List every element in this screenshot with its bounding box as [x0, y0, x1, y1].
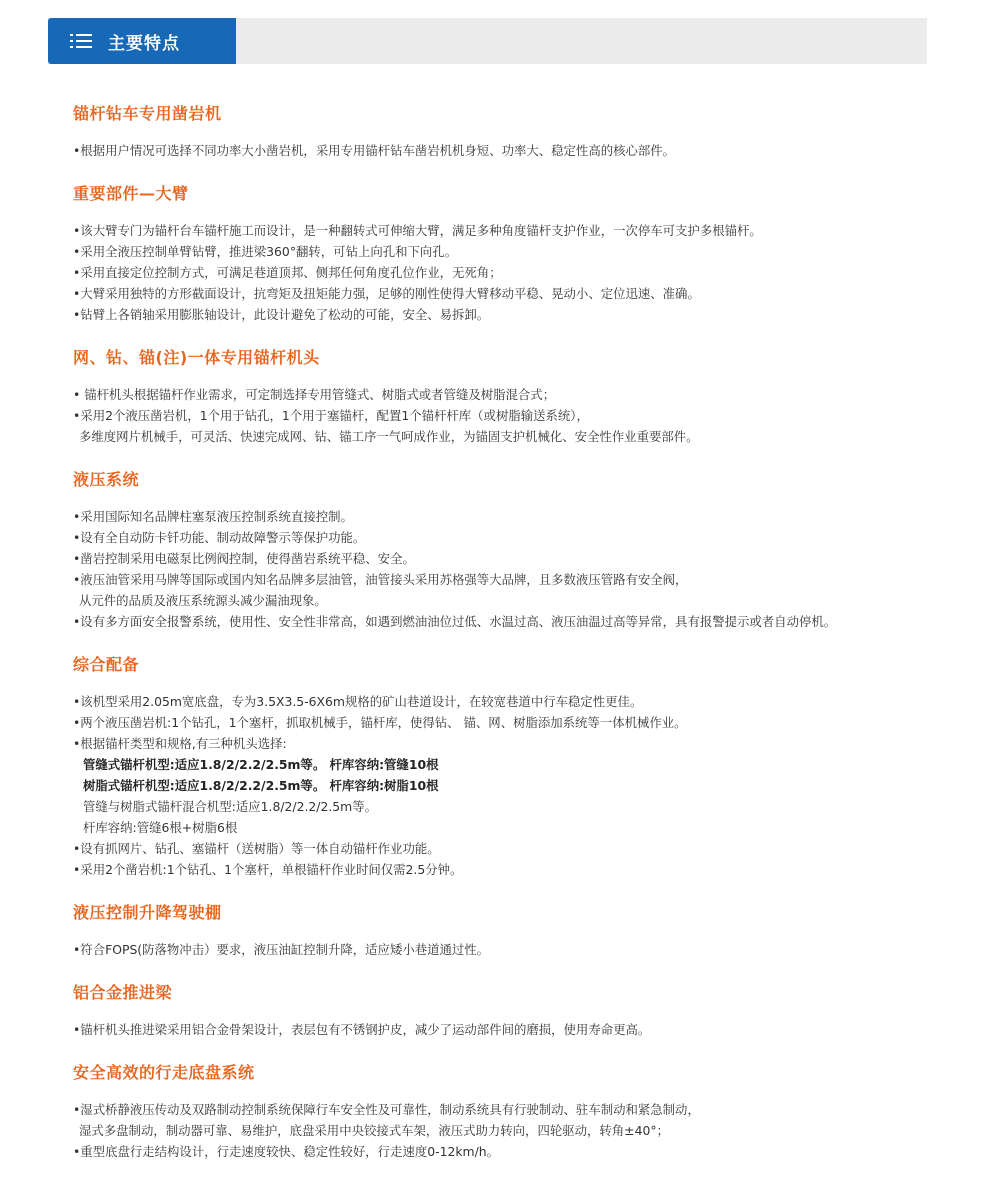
feature-line: •钻臂上各销轴采用膨胀轴设计，此设计避免了松动的可能，安全、易拆卸。	[73, 307, 490, 322]
feature-line: •采用2个液压凿岩机，1个用于钻孔，1个用于塞锚杆，配置1个锚杆杆库（或树脂输送系统），	[73, 408, 589, 423]
feature-line: •锚杆机头推进梁采用铝合金骨架设计，表层包有不锈钢护皮，减少了运动部件间的磨损，使用寿命更高。	[73, 1022, 651, 1037]
feature-line: 湿式多盘制动，制动器可靠、易维护，底盘采用中央铰接式车架，液压式助力转向，四轮驱动，转角±40°；	[79, 1123, 669, 1138]
feature-line: 多维度网片机械手，可灵活、快速完成网、钻、锚工序一气呵成作业，为锚固支护机械化、安全性作业重要部件。	[79, 429, 699, 444]
feature-line: •凿岩控制采用电磁泵比例阀控制，使得凿岩系统平稳、安全。	[73, 551, 415, 566]
section-title: 铝合金推进梁	[73, 983, 173, 1002]
feature-line: •该大臂专门为锚杆台车锚杆施工而设计，是一种翻转式可伸缩大臂，满足多种角度锚杆支护作业，一次停车可支护多根锚杆。	[73, 223, 762, 238]
feature-line: •采用国际知名品牌柱塞泵液压控制系统直接控制。	[73, 509, 353, 524]
features-content	[73, 100, 933, 1181]
feature-line: 树脂式锚杆机型:适应1.8/2/2.2/2.5m等。 杆库容纳:树脂10根	[83, 778, 439, 793]
feature-line: 管缝式锚杆机型:适应1.8/2/2.2/2.5m等。 杆库容纳:管缝10根	[83, 757, 439, 772]
list-menu-icon	[70, 33, 92, 49]
feature-section	[73, 466, 933, 632]
section-title: 综合配备	[73, 655, 140, 674]
feature-line: 管缝与树脂式锚杆混合机型:适应1.8/2/2.2/2.5m等。	[83, 799, 378, 814]
feature-line: •大臂采用独特的方形截面设计，抗弯矩及扭矩能力强，足够的刚性使得大臂移动平稳、晃动小、定位迅速、准确。	[73, 286, 700, 301]
feature-line: •采用全液压控制单臂钻臂，推进梁360°翻转，可钻上向孔和下向孔。	[73, 244, 458, 259]
feature-line: •重型底盘行走结构设计，行走速度较快、稳定性较好，行走速度0-12km/h。	[73, 1144, 500, 1159]
feature-section	[73, 344, 933, 447]
feature-section	[73, 979, 933, 1040]
section-title: 重要部件—大臂	[73, 184, 189, 203]
feature-line: 从元件的品质及液压系统源头减少漏油现象。	[79, 593, 327, 608]
section-title: 液压控制升降驾驶棚	[73, 903, 222, 922]
feature-line: •该机型采用2.05m宽底盘，专为3.5X3.5-6X6m规格的矿山巷道设计，在较宽巷道中行车稳定性更佳。	[73, 694, 643, 709]
section-title: 锚杆钻车专用凿岩机	[73, 104, 222, 123]
feature-line: •采用2个凿岩机:1个钻孔、1个塞杆，单根锚杆作业时间仅需2.5分钟。	[73, 862, 463, 877]
feature-line: •湿式桥静液压传动及双路制动控制系统保障行车安全性及可靠性，制动系统具有行驶制动、驻车制动和紧急制动，	[73, 1102, 700, 1117]
feature-line: •符合FOPS(防落物冲击）要求，液压油缸控制升降，适应矮小巷道通过性。	[73, 942, 490, 957]
feature-line: •设有多方面安全报警系统，使用性、安全性非常高，如遇到燃油油位过低、水温过高、液压油温过高等异常，具有报警提示或者自动停机。	[73, 614, 837, 629]
feature-line: •根据锚杆类型和规格,有三种机头选择:	[73, 736, 287, 751]
page-title: 主要特点	[108, 33, 180, 54]
feature-section	[73, 651, 933, 880]
section-header-tab	[48, 18, 236, 64]
feature-section	[73, 100, 933, 161]
feature-line: •采用直接定位控制方式，可满足巷道顶邦、侧邦任何角度孔位作业，无死角；	[73, 265, 502, 280]
feature-section	[73, 899, 933, 960]
feature-line: •设有全自动防卡钎功能、制动故障警示等保护功能。	[73, 530, 366, 545]
section-title: 液压系统	[73, 470, 140, 489]
section-title: 网、钻、锚(注)一体专用锚杆机头	[73, 348, 320, 367]
feature-line: •液压油管采用马牌等国际或国内知名品牌多层油管，油管接头采用苏格强等大品牌，且多数液压管路有安全阀，	[73, 572, 688, 587]
section-header-bar	[48, 18, 927, 64]
feature-section	[73, 180, 933, 325]
feature-line: • 锚杆机头根据锚杆作业需求，可定制选择专用管缝式、树脂式或者管缝及树脂混合式；	[73, 387, 556, 402]
feature-line: •设有抓网片、钻孔、塞锚杆（送树脂）等一体自动锚杆作业功能。	[73, 841, 440, 856]
section-title: 安全高效的行走底盘系统	[73, 1063, 255, 1082]
feature-line: •根据用户情况可选择不同功率大小凿岩机，采用专用锚杆钻车凿岩机机身短、功率大、稳定性高的核心部件。	[73, 143, 676, 158]
feature-line: •两个液压凿岩机:1个钻孔，1个塞杆，抓取机械手，锚杆库，使得钻、 锚、网、树脂添加系统等一体机械作业。	[73, 715, 687, 730]
feature-line: 杆库容纳:管缝6根+树脂6根	[83, 820, 238, 835]
feature-section	[73, 1059, 933, 1162]
